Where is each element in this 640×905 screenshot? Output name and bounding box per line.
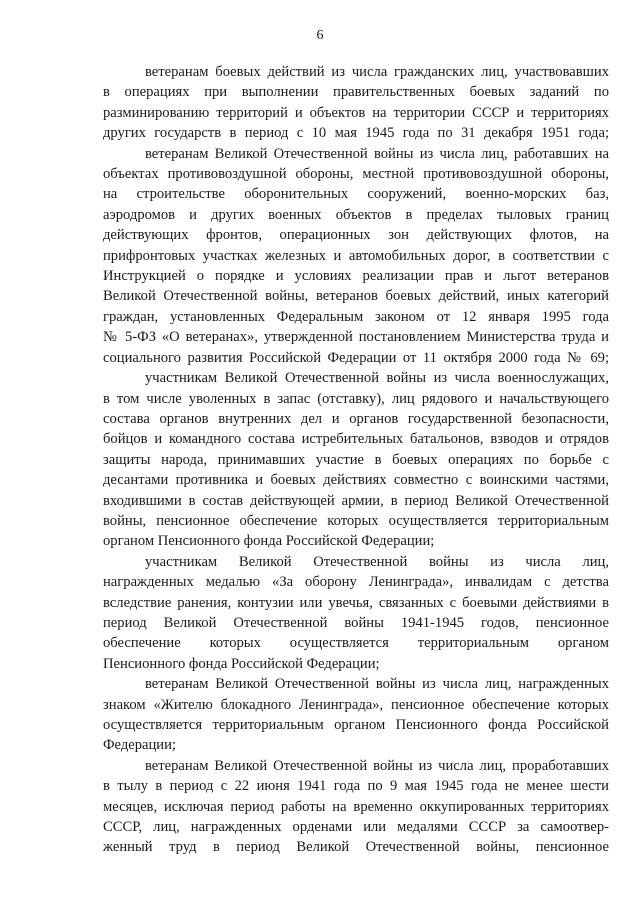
- text-line: органом Пенсионного фонда Российской Федерации;: [103, 533, 435, 550]
- text-line: Федерации;: [103, 737, 176, 754]
- page-number: 6: [316, 28, 324, 43]
- text-line: аэродромов и других военных объектов в пределах тыловых границ: [103, 206, 609, 223]
- text-line: ветеранам Великой Отечественной войны из числа лиц, проработавших: [145, 757, 609, 774]
- text-line: период Великой Отечественной войны 1941-1945 годов, пенсионное: [103, 614, 609, 631]
- text-line: вследствие ранения, контузии или увечья, связанных с боевыми действиями в: [103, 594, 609, 611]
- text-line: Пенсионного фонда Российской Федерации;: [103, 655, 380, 672]
- text-line: прифронтовых участках железных и автомобильных дорог, в соответствии с: [103, 247, 609, 264]
- paragraph-leningrad-defense-medal: [103, 552, 609, 674]
- text-line: десантами противника и боевых действиях совместно с воинскими частями,: [103, 472, 609, 489]
- text-line: обеспечение которых осуществляется территориальным органом: [103, 635, 609, 652]
- text-line: Инструкцией о порядке и условиях реализации прав и льгот ветеранов: [103, 268, 609, 285]
- text-line: ветеранам Великой Отечественной войны из числа лиц, работавших на: [145, 145, 609, 162]
- text-line: состава органов внутренних дел и органов государственной безопасности,: [103, 410, 609, 427]
- paragraph-wwii-veterans-air-defense: [103, 144, 609, 368]
- text-line: месяцев, исключая период работы на временно оккупированных территориях: [103, 798, 609, 815]
- text-line: СССР, лиц, награжденных орденами или медалями СССР за самоотвер-: [103, 819, 609, 836]
- paragraph-wwii-participants-military: [103, 368, 609, 552]
- text-line: входившими в состав действующей армии, в период Великой Отечественной: [103, 492, 609, 509]
- text-line: знаком «Жителю блокадного Ленинграда», пенсионное обеспечение которых: [103, 696, 609, 713]
- text-line: разминированию территорий и объектов на территории СССР и территориях: [103, 104, 609, 121]
- text-line: ветеранам Великой Отечественной войны из числа лиц, награжденных: [145, 676, 609, 693]
- paragraph-blockade-resident-badge: [103, 674, 609, 756]
- text-line: № 5-ФЗ «О ветеранах», утвержденной постановлением Министерства труда и: [103, 329, 609, 346]
- text-line: защиты народа, принимавших участие в боевых операциях по борьбе с: [103, 451, 609, 468]
- text-line: в тылу в период с 22 июня 1941 года по 9 мая 1945 года не менее шести: [103, 778, 609, 795]
- text-line: ветеранам боевых действий из числа гражданских лиц, участвовавших: [145, 64, 609, 80]
- text-line: социального развития Российской Федерации от 11 октября 2000 года № 69;: [103, 349, 609, 366]
- document-body: [103, 62, 609, 858]
- text-line: бойцов и командного состава истребительных батальонов, взводов и отрядов: [103, 431, 609, 448]
- text-line: войны, пенсионное обеспечение которых осуществляется территориальным: [103, 512, 609, 529]
- text-line: граждан, установленных Федеральным законом от 12 января 1995 года: [103, 308, 609, 325]
- text-line: Великой Отечественной войны, ветеранов боевых действий, иных категорий: [103, 288, 609, 305]
- text-line: действующих фронтов, операционных зон действующих флотов, на: [103, 227, 609, 244]
- text-line: объектах противовоздушной обороны, местной противовоздушной обороны,: [103, 166, 609, 183]
- paragraph-combat-veterans-civilians: [103, 62, 609, 144]
- text-line: в том числе уволенных в запас (отставку), лиц рядового и начальствующего: [103, 390, 609, 407]
- text-line: участникам Великой Отечественной войны из числа лиц,: [145, 553, 609, 570]
- text-line: на строительстве оборонительных сооружений, военно-морских баз,: [103, 186, 609, 203]
- text-line: в операциях при выполнении правительственных боевых заданий по: [103, 84, 609, 101]
- paragraph-home-front-workers: [103, 756, 609, 858]
- text-line: награжденных медалью «За оборону Ленинграда», инвалидам с детства: [103, 574, 609, 591]
- text-line: участникам Великой Отечественной войны из числа военнослужащих,: [145, 370, 609, 387]
- text-line: осуществляется территориальным органом Пенсионного фонда Российской: [103, 717, 609, 733]
- text-line: других государств в период с 10 мая 1945 года по 31 декабря 1951 года;: [103, 125, 609, 142]
- text-line: женный труд в период Великой Отечественной войны, пенсионное: [103, 839, 609, 856]
